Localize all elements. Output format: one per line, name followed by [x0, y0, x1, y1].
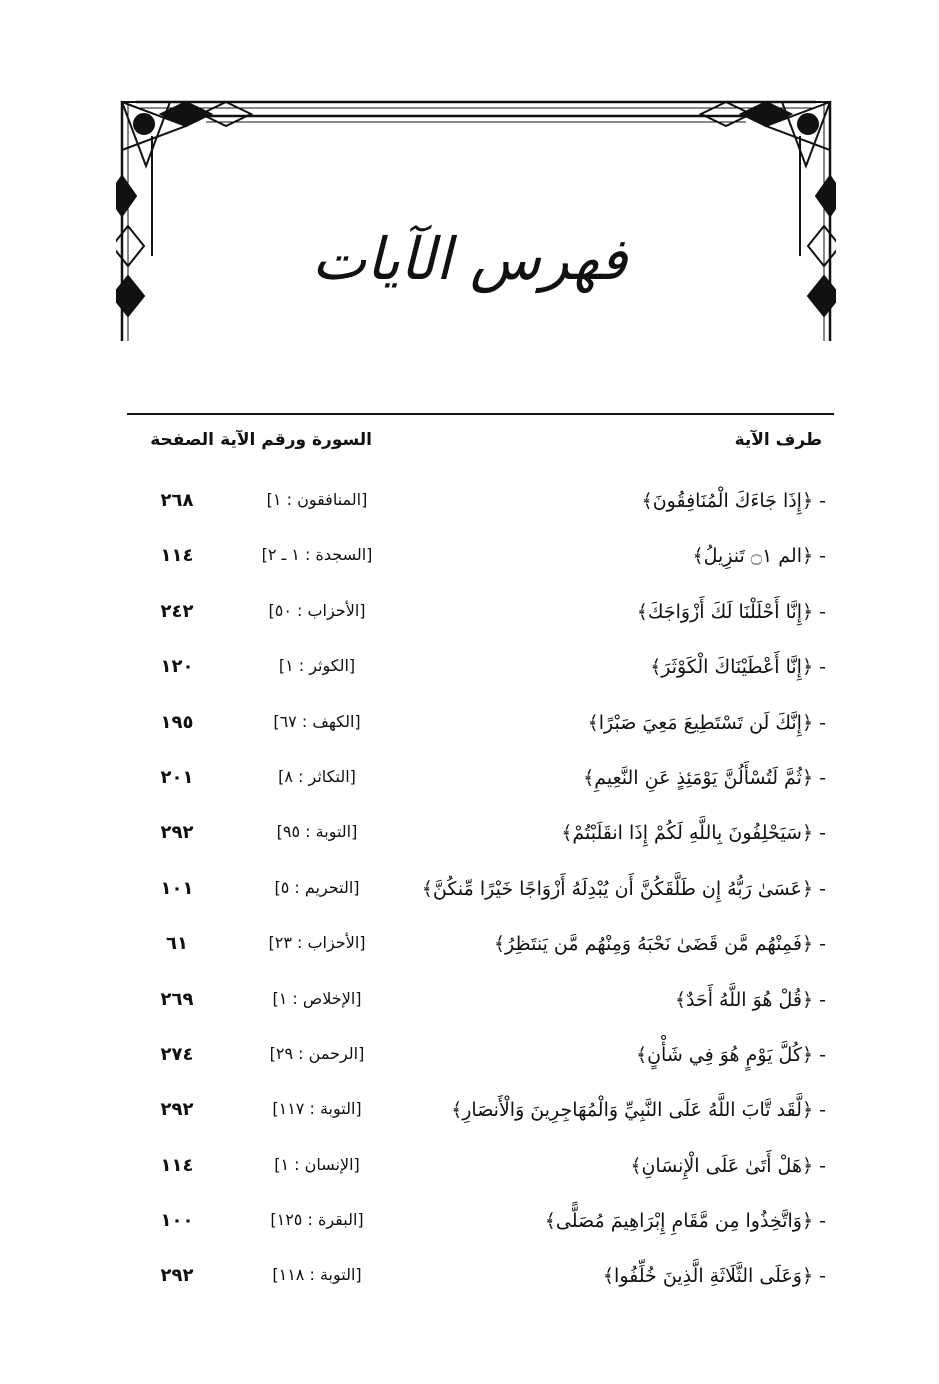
surah-cell: [الكهف : ٦٧] — [273, 711, 361, 731]
page-number-cell: ٢٩٢ — [160, 1099, 194, 1121]
verse-cell: - ﴿فَمِنْهُم مَّن قَضَىٰ نَحْبَهُ وَمِنْهُم مَّن يَنتَظِرُ﴾ — [493, 933, 826, 956]
page-number-cell: ١١٤ — [160, 545, 194, 567]
page-number-cell: ٢٩٢ — [160, 822, 194, 844]
page-number-cell: ٢٤٢ — [160, 600, 194, 622]
page-number-cell: ٢٦٨ — [160, 490, 194, 511]
surah-cell: [الرحمن : ٢٩] — [269, 1043, 365, 1063]
column-header-verse: طرف الآية — [734, 430, 822, 450]
surah-cell: [التوبة : ١١٧] — [272, 1099, 362, 1119]
page-number-cell: ١٠٠ — [160, 1210, 194, 1232]
verse-cell: - ﴿قُلْ هُوَ اللَّهُ أَحَدٌ﴾ — [674, 988, 826, 1011]
page-title: فهرس الآيات — [311, 225, 628, 293]
verse-cell: - ﴿سَيَحْلِفُونَ بِاللَّهِ لَكُمْ إِذَا انقَلَبْتُمْ﴾ — [561, 822, 826, 845]
surah-cell: [الإخلاص : ١] — [272, 988, 362, 1008]
surah-cell: [المنافقون : ١] — [266, 490, 368, 509]
page-number-cell: ١٠١ — [160, 877, 194, 899]
table-row — [127, 913, 834, 968]
page-number-cell: ١٩٥ — [160, 711, 194, 733]
verse-cell: - ﴿ثُمَّ لَتُسْأَلُنَّ يَوْمَئِذٍ عَنِ النَّعِيمِ﴾ — [583, 766, 826, 789]
table-row — [127, 525, 834, 580]
decorative-frame-ornament — [116, 96, 836, 346]
page-number-cell: ٢٧٤ — [160, 1043, 194, 1065]
table-row — [127, 969, 834, 1024]
surah-cell: [التحريم : ٥] — [274, 877, 360, 897]
verse-cell: - ﴿كُلَّ يَوْمٍ هُوَ فِي شَأْنٍ﴾ — [635, 1043, 826, 1066]
table-row — [127, 1024, 834, 1079]
table-row — [127, 1190, 834, 1245]
table-row — [127, 1245, 834, 1300]
surah-cell: [التكاثر : ٨] — [278, 766, 356, 786]
table-row — [127, 1135, 834, 1190]
header-rule — [127, 413, 834, 415]
page-number-cell: ١٢٠ — [160, 656, 194, 678]
verse-cell: - ﴿إِنَّكَ لَن تَسْتَطِيعَ مَعِيَ صَبْرًا﴾ — [587, 711, 826, 734]
verse-index-table — [127, 470, 834, 1301]
table-row — [127, 470, 834, 525]
verse-cell: - ﴿إِنَّا أَعْطَيْنَاكَ الْكَوْثَرَ﴾ — [650, 656, 826, 679]
verse-cell: - ﴿عَسَىٰ رَبُّهُ إِن طَلَّقَكُنَّ أَن يُبْدِلَهُ أَزْوَاجًا خَيْرًا مِّنكُنَّ﴾ — [421, 877, 826, 900]
page-number-cell: ٢٦٩ — [160, 988, 194, 1010]
verse-cell: - ﴿وَعَلَى الثَّلَاثَةِ الَّذِينَ خُلِّفُوا﴾ — [602, 1265, 826, 1288]
page-number-cell: ٦١ — [166, 933, 188, 955]
surah-cell: [البقرة : ١٢٥] — [270, 1210, 364, 1230]
verse-cell: - ﴿وَاتَّخِذُوا مِن مَّقَامِ إِبْرَاهِيمَ مُصَلًّى﴾ — [544, 1210, 826, 1233]
surah-cell: [التوبة : ١١٨] — [272, 1265, 362, 1285]
table-row — [127, 636, 834, 691]
verse-cell: - ﴿هَلْ أَتَىٰ عَلَى الْإِنسَانِ﴾ — [630, 1154, 826, 1177]
table-header — [127, 430, 834, 460]
page-number-cell: ٢٠١ — [160, 766, 194, 788]
column-header-surah: السورة ورقم الآية — [220, 430, 372, 450]
surah-cell: [الأحزاب : ٢٣] — [268, 933, 366, 953]
surah-cell: [التوبة : ٩٥] — [276, 822, 358, 842]
surah-cell: [الأحزاب : ٥٠] — [268, 600, 366, 620]
surah-cell: [الكوثر : ١] — [278, 656, 356, 676]
table-row — [127, 802, 834, 857]
column-header-page: الصفحة — [150, 430, 214, 450]
verse-cell: - ﴿إِنَّا أَحْلَلْنَا لَكَ أَزْوَاجَكَ﴾ — [636, 600, 826, 623]
verse-cell: - ﴿الم ۝١ تَنزِيلُ﴾ — [692, 545, 826, 568]
table-row — [127, 747, 834, 802]
table-row — [127, 581, 834, 636]
surah-cell: [الإنسان : ١] — [274, 1154, 360, 1174]
verse-cell: - ﴿لَّقَد تَّابَ اللَّهُ عَلَى النَّبِيِّ وَالْمُهَاجِرِينَ وَالْأَنصَارِ﴾ — [451, 1099, 826, 1122]
page-number-cell: ١١٤ — [160, 1154, 194, 1176]
table-row — [127, 692, 834, 747]
page-number-cell: ٢٩٢ — [160, 1265, 194, 1287]
table-row — [127, 1079, 834, 1134]
verse-cell: - ﴿إِذَا جَاءَكَ الْمُنَافِقُونَ﴾ — [641, 490, 826, 512]
table-row — [127, 858, 834, 913]
surah-cell: [السجدة : ١ ـ ٢] — [261, 545, 373, 565]
